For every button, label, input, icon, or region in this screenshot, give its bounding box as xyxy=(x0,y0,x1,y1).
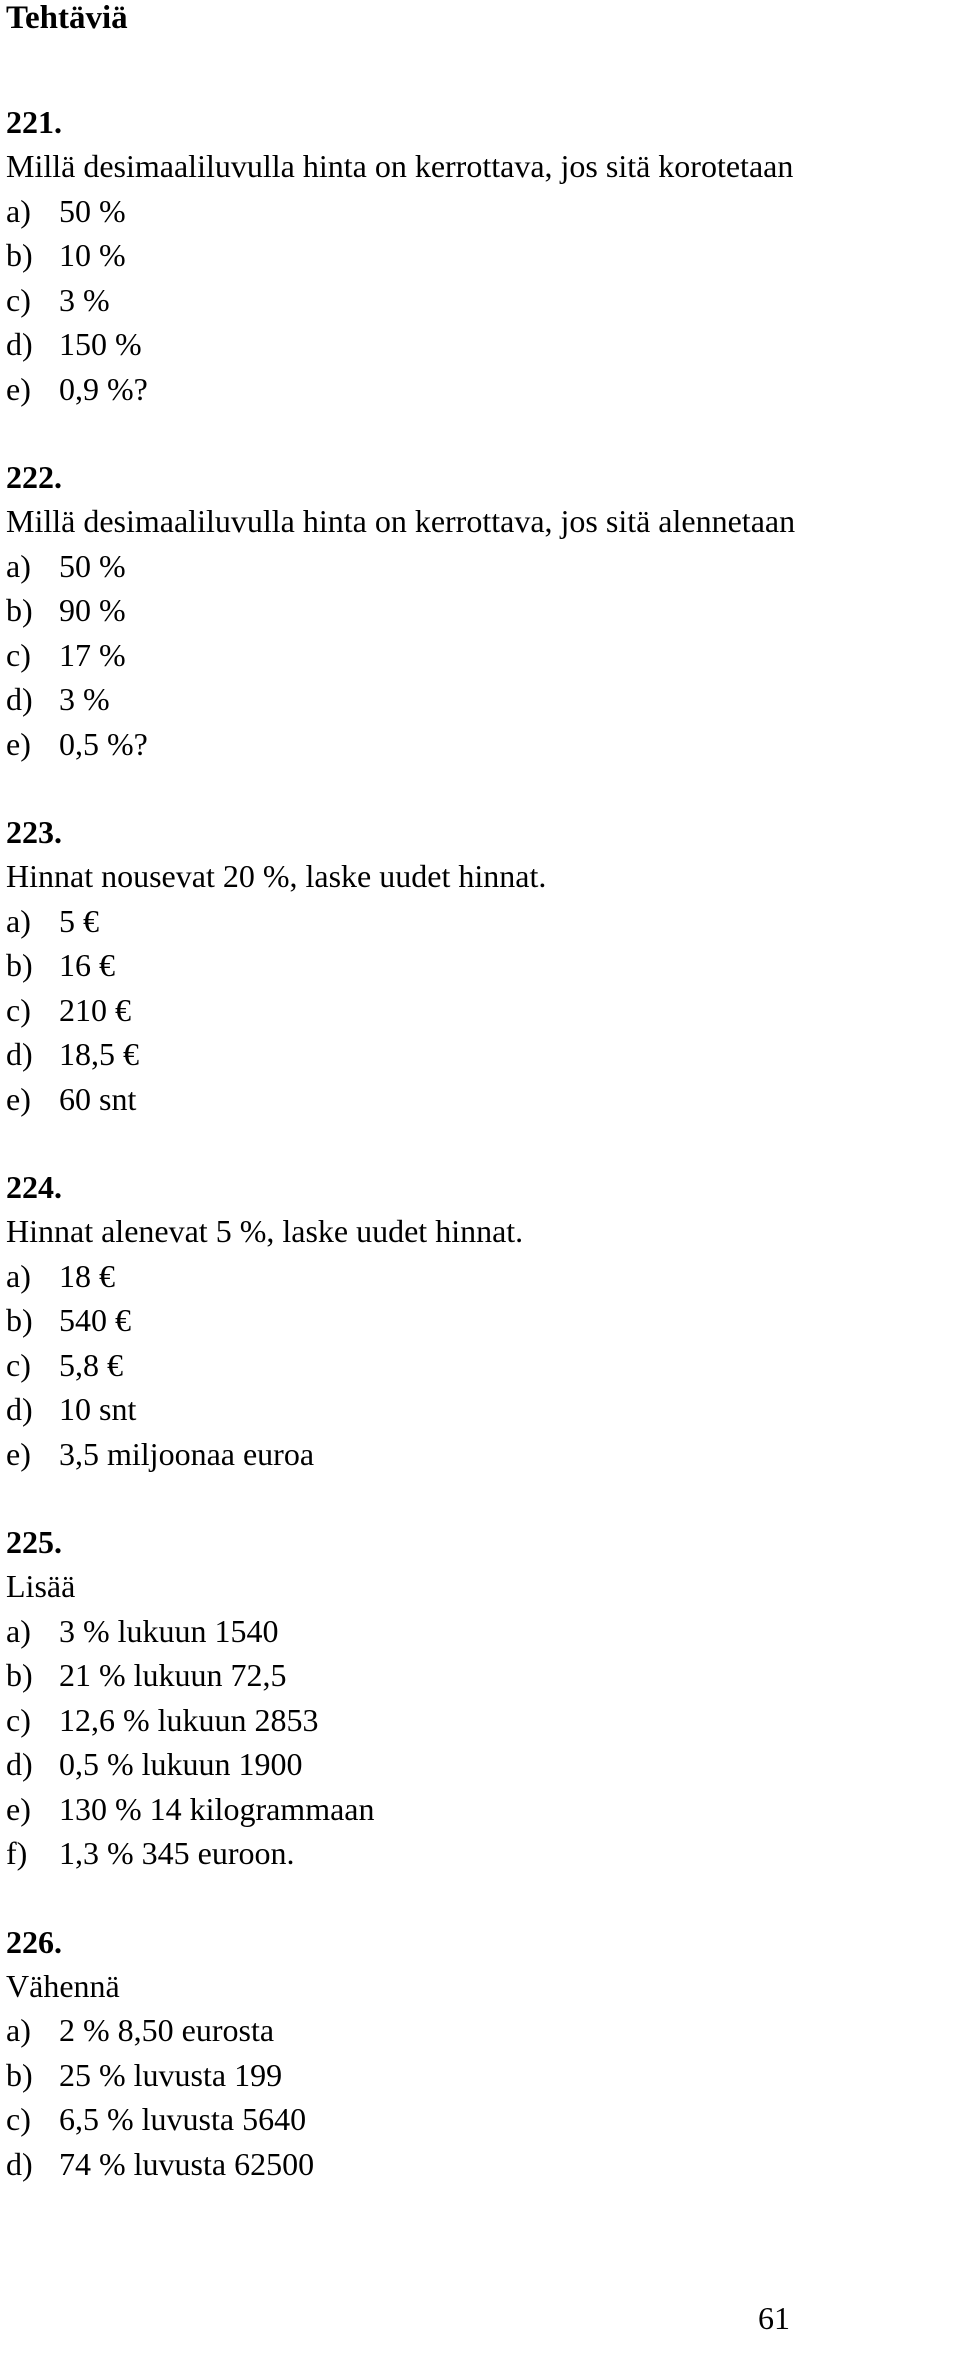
item-text: 18,5 € xyxy=(59,1036,139,1072)
item-letter: b) xyxy=(6,237,33,273)
exercise-prompt: Hinnat alenevat 5 %, laske uudet hinnat. xyxy=(6,1213,524,1249)
item-text: 0,5 %? xyxy=(59,725,148,762)
exercise-prompt: Hinnat nousevat 20 %, laske uudet hinnat. xyxy=(6,858,547,894)
item-letter: a) xyxy=(6,192,31,229)
item-text: 130 % 14 kilogrammaan xyxy=(59,1790,375,1827)
item-letter: d) xyxy=(6,2145,33,2182)
exercise-item xyxy=(6,2053,946,2098)
item-letter: d) xyxy=(6,1036,33,1072)
exercise-number: 224. xyxy=(6,1169,62,1205)
exercise-item xyxy=(6,2097,946,2142)
page-heading: Tehtäviä xyxy=(6,0,128,36)
exercise-item xyxy=(6,1787,946,1832)
exercise-items xyxy=(6,1609,946,1876)
item-letter: b) xyxy=(6,592,33,628)
exercise-6 xyxy=(6,1920,946,2187)
exercise-item xyxy=(6,1653,946,1698)
item-text: 210 € xyxy=(59,991,131,1028)
item-letter: b) xyxy=(6,2056,33,2093)
item-letter: c) xyxy=(6,281,31,318)
exercise-number: 223. xyxy=(6,814,62,850)
item-letter: d) xyxy=(6,1746,33,1782)
item-letter: c) xyxy=(6,636,31,673)
item-text: 12,6 % lukuun 2853 xyxy=(59,1701,319,1738)
item-letter: a) xyxy=(6,1612,31,1649)
item-text: 60 snt xyxy=(59,1080,137,1117)
exercise-items xyxy=(6,544,946,767)
exercise-item xyxy=(6,322,946,367)
exercise-1 xyxy=(6,100,946,411)
item-letter: a) xyxy=(6,1257,31,1294)
exercise-item xyxy=(6,1077,946,1122)
exercise-item xyxy=(6,367,946,412)
exercise-item xyxy=(6,233,946,278)
item-text: 5,8 € xyxy=(59,1346,123,1383)
exercise-prompt: Vähennä xyxy=(6,1967,120,2004)
item-letter: c) xyxy=(6,1346,31,1383)
exercise-item xyxy=(6,588,946,633)
item-text: 21 % lukuun 72,5 xyxy=(59,1657,287,1693)
item-text: 50 % xyxy=(59,547,126,584)
exercise-5 xyxy=(6,1520,946,1876)
exercise-item xyxy=(6,278,946,323)
item-text: 0,5 % lukuun 1900 xyxy=(59,1746,303,1782)
exercise-4 xyxy=(6,1165,946,1476)
exercise-item xyxy=(6,2142,946,2187)
item-text: 6,5 % luvusta 5640 xyxy=(59,2101,307,2137)
item-text: 90 % xyxy=(59,592,126,628)
item-text: 10 % xyxy=(59,237,126,273)
item-letter: c) xyxy=(6,2101,31,2137)
exercise-item xyxy=(6,943,946,988)
exercise-item xyxy=(6,1742,946,1787)
item-letter: f) xyxy=(6,1835,28,1871)
exercise-number: 226. xyxy=(6,1923,62,1960)
item-text: 74 % luvusta 62500 xyxy=(59,2145,315,2182)
exercise-3 xyxy=(6,810,946,1121)
item-letter: c) xyxy=(6,991,31,1028)
exercise-number: 222. xyxy=(6,459,62,495)
exercise-item xyxy=(6,899,946,944)
exercise-item xyxy=(6,2008,946,2053)
item-text: 5 € xyxy=(59,902,99,939)
item-text: 0,9 %? xyxy=(59,370,148,407)
item-text: 1,3 % 345 euroon. xyxy=(59,1835,295,1871)
exercise-item xyxy=(6,1254,946,1299)
exercise-items xyxy=(6,2008,946,2186)
exercise-item xyxy=(6,1698,946,1743)
item-letter: d) xyxy=(6,1391,33,1427)
item-letter: b) xyxy=(6,947,33,983)
item-text: 25 % luvusta 199 xyxy=(59,2056,283,2093)
exercise-items xyxy=(6,1254,946,1477)
item-letter: d) xyxy=(6,681,33,717)
page-number: 61 xyxy=(758,2300,790,2336)
exercise-item xyxy=(6,1343,946,1388)
exercise-prompt: Millä desimaaliluvulla hinta on kerrottava, jos sitä alennetaan xyxy=(6,503,796,539)
exercise-items xyxy=(6,189,946,412)
item-text: 16 € xyxy=(59,947,115,983)
exercise-item xyxy=(6,1298,946,1343)
item-text: 17 % xyxy=(59,636,126,673)
exercise-list xyxy=(6,100,946,2186)
exercise-item xyxy=(6,677,946,722)
exercise-2 xyxy=(6,455,946,766)
item-letter: c) xyxy=(6,1701,31,1738)
item-letter: e) xyxy=(6,1435,31,1472)
exercise-item xyxy=(6,1032,946,1077)
item-letter: e) xyxy=(6,1080,31,1117)
exercise-item xyxy=(6,1432,946,1477)
item-letter: b) xyxy=(6,1657,33,1693)
exercise-prompt: Millä desimaaliluvulla hinta on kerrottava, jos sitä korotetaan xyxy=(6,148,794,184)
exercise-number: 225. xyxy=(6,1524,62,1560)
exercise-item xyxy=(6,1609,946,1654)
item-letter: a) xyxy=(6,547,31,584)
exercise-item xyxy=(6,544,946,589)
exercise-item xyxy=(6,988,946,1033)
exercise-item xyxy=(6,633,946,678)
item-letter: a) xyxy=(6,902,31,939)
item-letter: e) xyxy=(6,725,31,762)
item-text: 2 % 8,50 eurosta xyxy=(59,2012,275,2048)
item-text: 3 % xyxy=(59,281,110,318)
exercise-items xyxy=(6,899,946,1122)
item-text: 50 % xyxy=(59,192,126,229)
item-text: 3,5 miljoonaa euroa xyxy=(59,1435,315,1472)
item-text: 10 snt xyxy=(59,1391,137,1427)
exercise-number: 221. xyxy=(6,104,62,140)
exercise-item xyxy=(6,1387,946,1432)
item-text: 3 % lukuun 1540 xyxy=(59,1612,279,1649)
item-letter: e) xyxy=(6,1790,31,1827)
item-letter: b) xyxy=(6,1302,33,1338)
item-letter: d) xyxy=(6,326,33,362)
exercise-item xyxy=(6,722,946,767)
item-letter: a) xyxy=(6,2012,31,2048)
item-text: 150 % xyxy=(59,326,142,362)
exercise-item xyxy=(6,189,946,234)
exercise-prompt: Lisää xyxy=(6,1568,76,1604)
item-text: 3 % xyxy=(59,681,110,717)
item-text: 540 € xyxy=(59,1302,131,1338)
item-letter: e) xyxy=(6,370,31,407)
exercise-item xyxy=(6,1831,946,1876)
item-text: 18 € xyxy=(59,1257,115,1294)
document-page xyxy=(6,0,946,2230)
